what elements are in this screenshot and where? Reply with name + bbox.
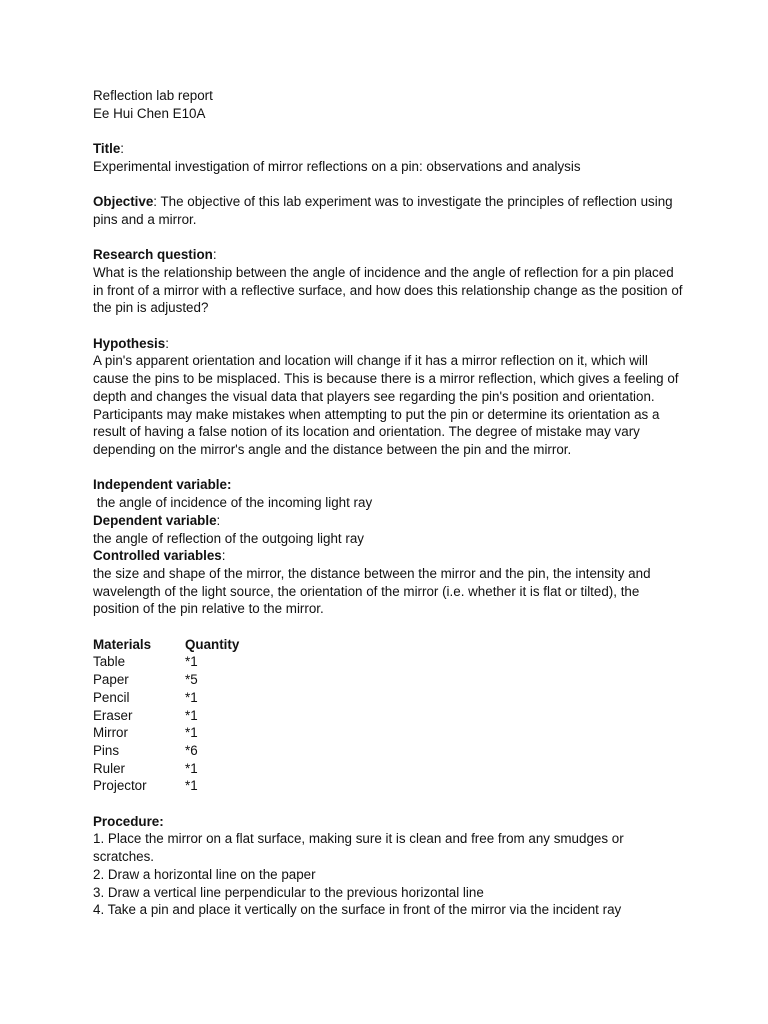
colon: : [221, 548, 226, 564]
table-row [93, 724, 239, 742]
hypothesis-label: Hypothesis [93, 335, 166, 351]
table-row [93, 760, 239, 778]
quantity-header: Quantity [185, 636, 240, 652]
objective-paragraph [93, 193, 683, 228]
hypothesis-heading [93, 335, 683, 353]
table-row [93, 653, 239, 671]
spacer [93, 317, 683, 335]
procedure-step: 2. Draw a horizontal line on the paper [93, 866, 316, 882]
table-row [93, 777, 239, 795]
spacer [93, 176, 683, 194]
colon: : [165, 335, 169, 351]
material-name: Paper [93, 672, 129, 688]
research-question-text: What is the relationship between the angle of incidence and the angle of reflection for a pin placed in front of a mirror with a reflective surface, and how does this relationship change as the position of the pin is adjusted? [93, 264, 683, 316]
material-quantity: *1 [185, 689, 198, 705]
material-name: Projector [93, 778, 147, 794]
title-text: Experimental investigation of mirror reflections on a pin: observations and analysis [93, 158, 581, 174]
colon: : [120, 141, 125, 157]
hypothesis-text: A pin's apparent orientation and location will change if it has a mirror reflection on it, which will cause the pins to be misplaced. This is because there is a mirror reflection, which gives a feeling of depth and changes the visual data that players see regarding the pin's position and orientation. Participants may make mistakes when attempting to put the pin or determine its orientation as a result of having a false notion of its location and orientation. The degree of mistake may vary depending on the mirror's angle and the distance between the pin and the mirror. [93, 353, 679, 457]
report-title: Reflection lab report [93, 88, 213, 103]
material-name: Mirror [93, 725, 128, 741]
procedure-step: 1. Place the mirror on a flat surface, making sure it is clean and free from any smudges or scratches. [93, 831, 624, 865]
document-page [93, 87, 683, 919]
controlled-variables-text: the size and shape of the mirror, the distance between the mirror and the pin, the intensity and wavelength of the light source, the orientation of the mirror (i.e. whether it is flat or tilted), the position of the pin relative to the mirror. [93, 565, 651, 617]
independent-variable-heading [93, 476, 683, 494]
research-question-label: Research question [93, 247, 213, 263]
procedure-step: 3. Draw a vertical line perpendicular to the previous horizontal line [93, 884, 484, 900]
author-line: Ee Hui Chen E10A [93, 105, 206, 121]
objective-text: : The objective of this lab experiment was to investigate the principles of reflection using pins and a mirror. [93, 194, 673, 227]
independent-variable-text: the angle of incidence of the incoming light ray [93, 495, 373, 511]
material-name: Pencil [93, 689, 130, 705]
material-name: Pins [93, 742, 120, 758]
dependent-variable-text: the angle of reflection of the outgoing light ray [93, 530, 364, 546]
material-quantity: *1 [185, 707, 198, 723]
independent-variable-label: Independent variable: [93, 477, 232, 493]
objective-label: Objective [93, 194, 154, 210]
controlled-variables-label: Controlled variables [93, 548, 222, 564]
materials-header: Materials [93, 636, 152, 652]
colon: : [216, 512, 221, 528]
material-quantity: *6 [185, 742, 198, 758]
table-header-row [93, 636, 239, 654]
material-name: Eraser [93, 707, 133, 723]
title-label: Title [93, 141, 121, 157]
procedure-heading [93, 813, 683, 831]
table-row [93, 742, 239, 760]
title-heading [93, 140, 683, 158]
procedure-label: Procedure: [93, 813, 164, 829]
procedure-step: 4. Take a pin and place it vertically on the surface in front of the mirror via the incident ray [93, 902, 622, 918]
table-row [93, 671, 239, 689]
dependent-variable-label: Dependent variable [93, 512, 217, 528]
spacer [93, 122, 683, 140]
controlled-variables-heading [93, 547, 683, 565]
spacer [93, 618, 683, 636]
spacer [93, 795, 683, 813]
material-quantity: *1 [185, 654, 198, 670]
table-row [93, 689, 239, 707]
material-name: Table [93, 654, 126, 670]
material-quantity: *1 [185, 778, 198, 794]
material-quantity: *1 [185, 725, 198, 741]
material-quantity: *5 [185, 672, 198, 688]
table-row [93, 707, 239, 725]
material-quantity: *1 [185, 760, 198, 776]
dependent-variable-heading [93, 512, 683, 530]
materials-table [93, 636, 239, 795]
spacer [93, 459, 683, 477]
material-name: Ruler [93, 760, 125, 776]
colon: : [212, 247, 217, 263]
spacer [93, 229, 683, 247]
research-question-heading [93, 246, 683, 264]
